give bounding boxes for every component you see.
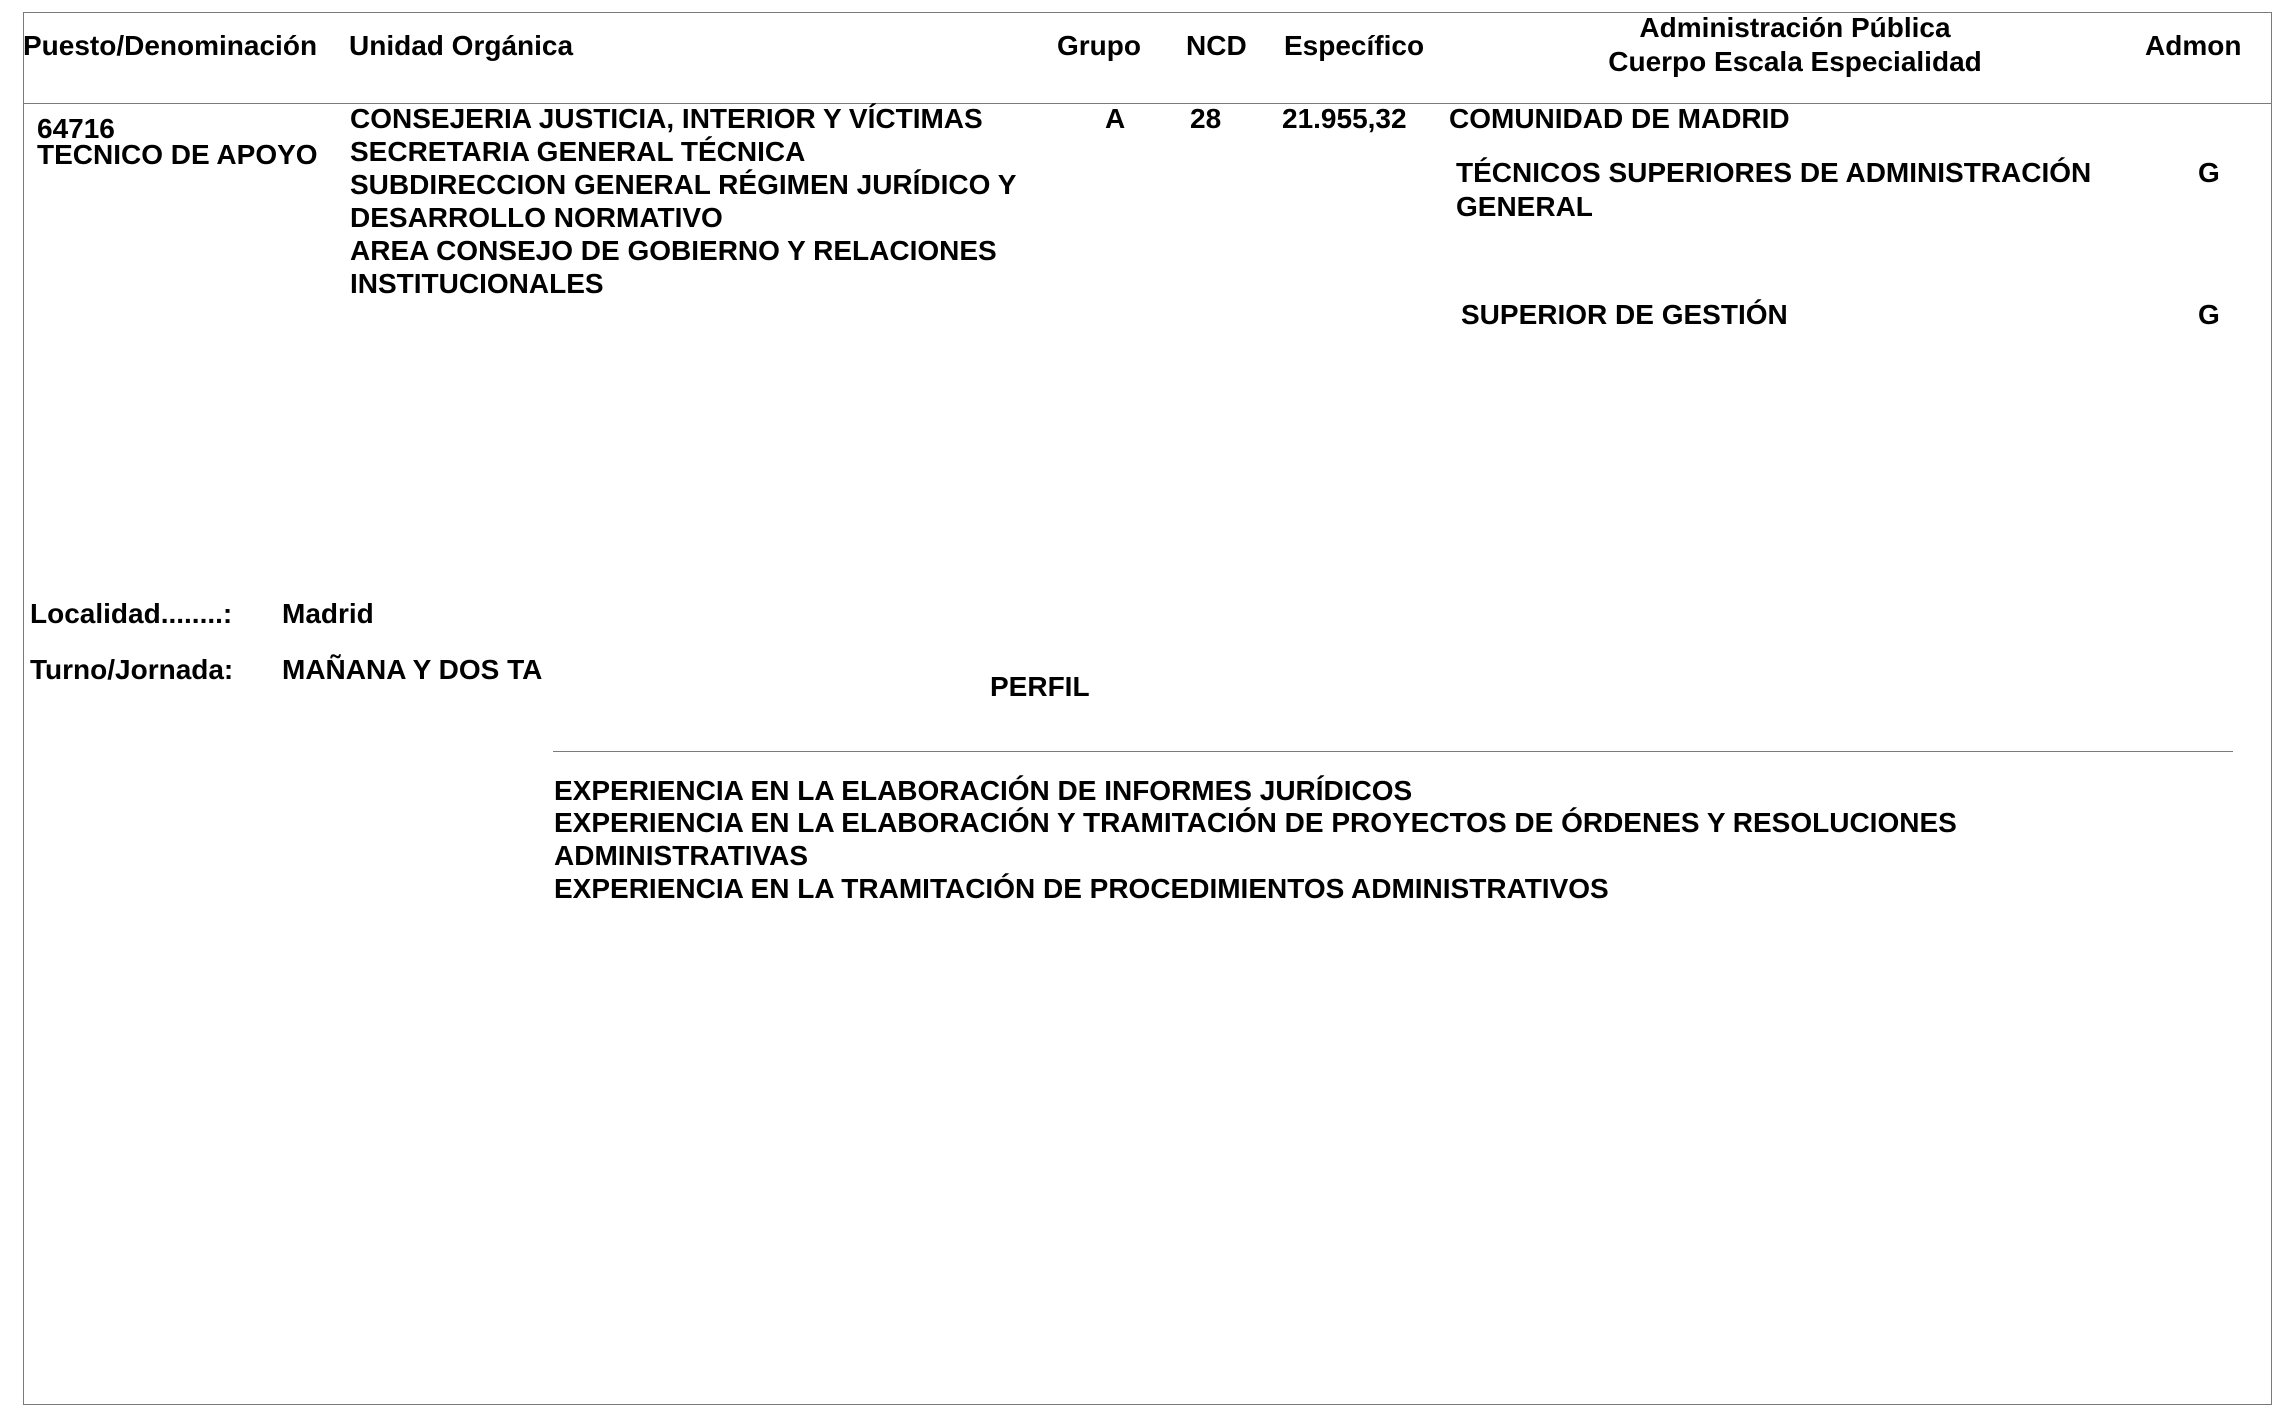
header-especifico: Específico <box>1284 30 1425 61</box>
header-puesto: Puesto/Denominación <box>23 30 318 61</box>
ncd-value: 28 <box>1190 103 1222 134</box>
perfil-divider <box>553 751 2233 752</box>
grupo-value: A <box>1105 103 1126 134</box>
perfil-line-1: EXPERIENCIA EN LA ELABORACIÓN DE INFORMES JURÍDICOS <box>554 775 1413 806</box>
administracion-value: COMUNIDAD DE MADRID <box>1449 103 1790 134</box>
cuerpo-2-admon: G <box>2198 299 2220 330</box>
unidad-line-3: SUBDIRECCION GENERAL RÉGIMEN JURÍDICO Y <box>350 169 1017 200</box>
unidad-line-5: AREA CONSEJO DE GOBIERNO Y RELACIONES <box>350 235 997 266</box>
puesto-code: 64716 <box>37 113 115 144</box>
header-admin-line2: Cuerpo Escala Especialidad <box>1608 46 1982 77</box>
turno-label: Turno/Jornada: <box>30 654 234 685</box>
cuerpo-1-line2: GENERAL <box>1456 191 1593 222</box>
perfil-line-4: EXPERIENCIA EN LA TRAMITACIÓN DE PROCEDIMIENTOS ADMINISTRATIVOS <box>554 873 1609 904</box>
header-ncd: NCD <box>1186 30 1247 61</box>
unidad-line-4: DESARROLLO NORMATIVO <box>350 202 723 233</box>
perfil-line-3: ADMINISTRATIVAS <box>554 840 809 871</box>
header-grupo: Grupo <box>1057 30 1141 61</box>
localidad-value: Madrid <box>282 598 374 629</box>
perfil-title: PERFIL <box>990 671 1090 702</box>
especifico-value: 21.955,32 <box>1282 103 1407 134</box>
cuerpo-2-line1: SUPERIOR DE GESTIÓN <box>1461 299 1788 330</box>
unidad-line-2: SECRETARIA GENERAL TÉCNICA <box>350 136 806 167</box>
header-admin-line1: Administración Pública <box>1639 12 1951 43</box>
header-unidad: Unidad Orgánica <box>349 30 574 61</box>
cuerpo-1-line1: TÉCNICOS SUPERIORES DE ADMINISTRACIÓN <box>1456 157 2092 188</box>
header-admon: Admon <box>2145 30 2242 61</box>
localidad-label: Localidad........: <box>30 598 233 629</box>
turno-value: MAÑANA Y DOS TA <box>282 654 543 685</box>
cuerpo-1-admon: G <box>2198 157 2220 188</box>
unidad-line-1: CONSEJERIA JUSTICIA, INTERIOR Y VÍCTIMAS <box>350 103 983 134</box>
unidad-line-6: INSTITUCIONALES <box>350 268 604 299</box>
puesto-name: TECNICO DE APOYO <box>37 139 318 170</box>
perfil-line-2: EXPERIENCIA EN LA ELABORACIÓN Y TRAMITACIÓN DE PROYECTOS DE ÓRDENES Y RESOLUCIONES <box>554 807 1957 838</box>
